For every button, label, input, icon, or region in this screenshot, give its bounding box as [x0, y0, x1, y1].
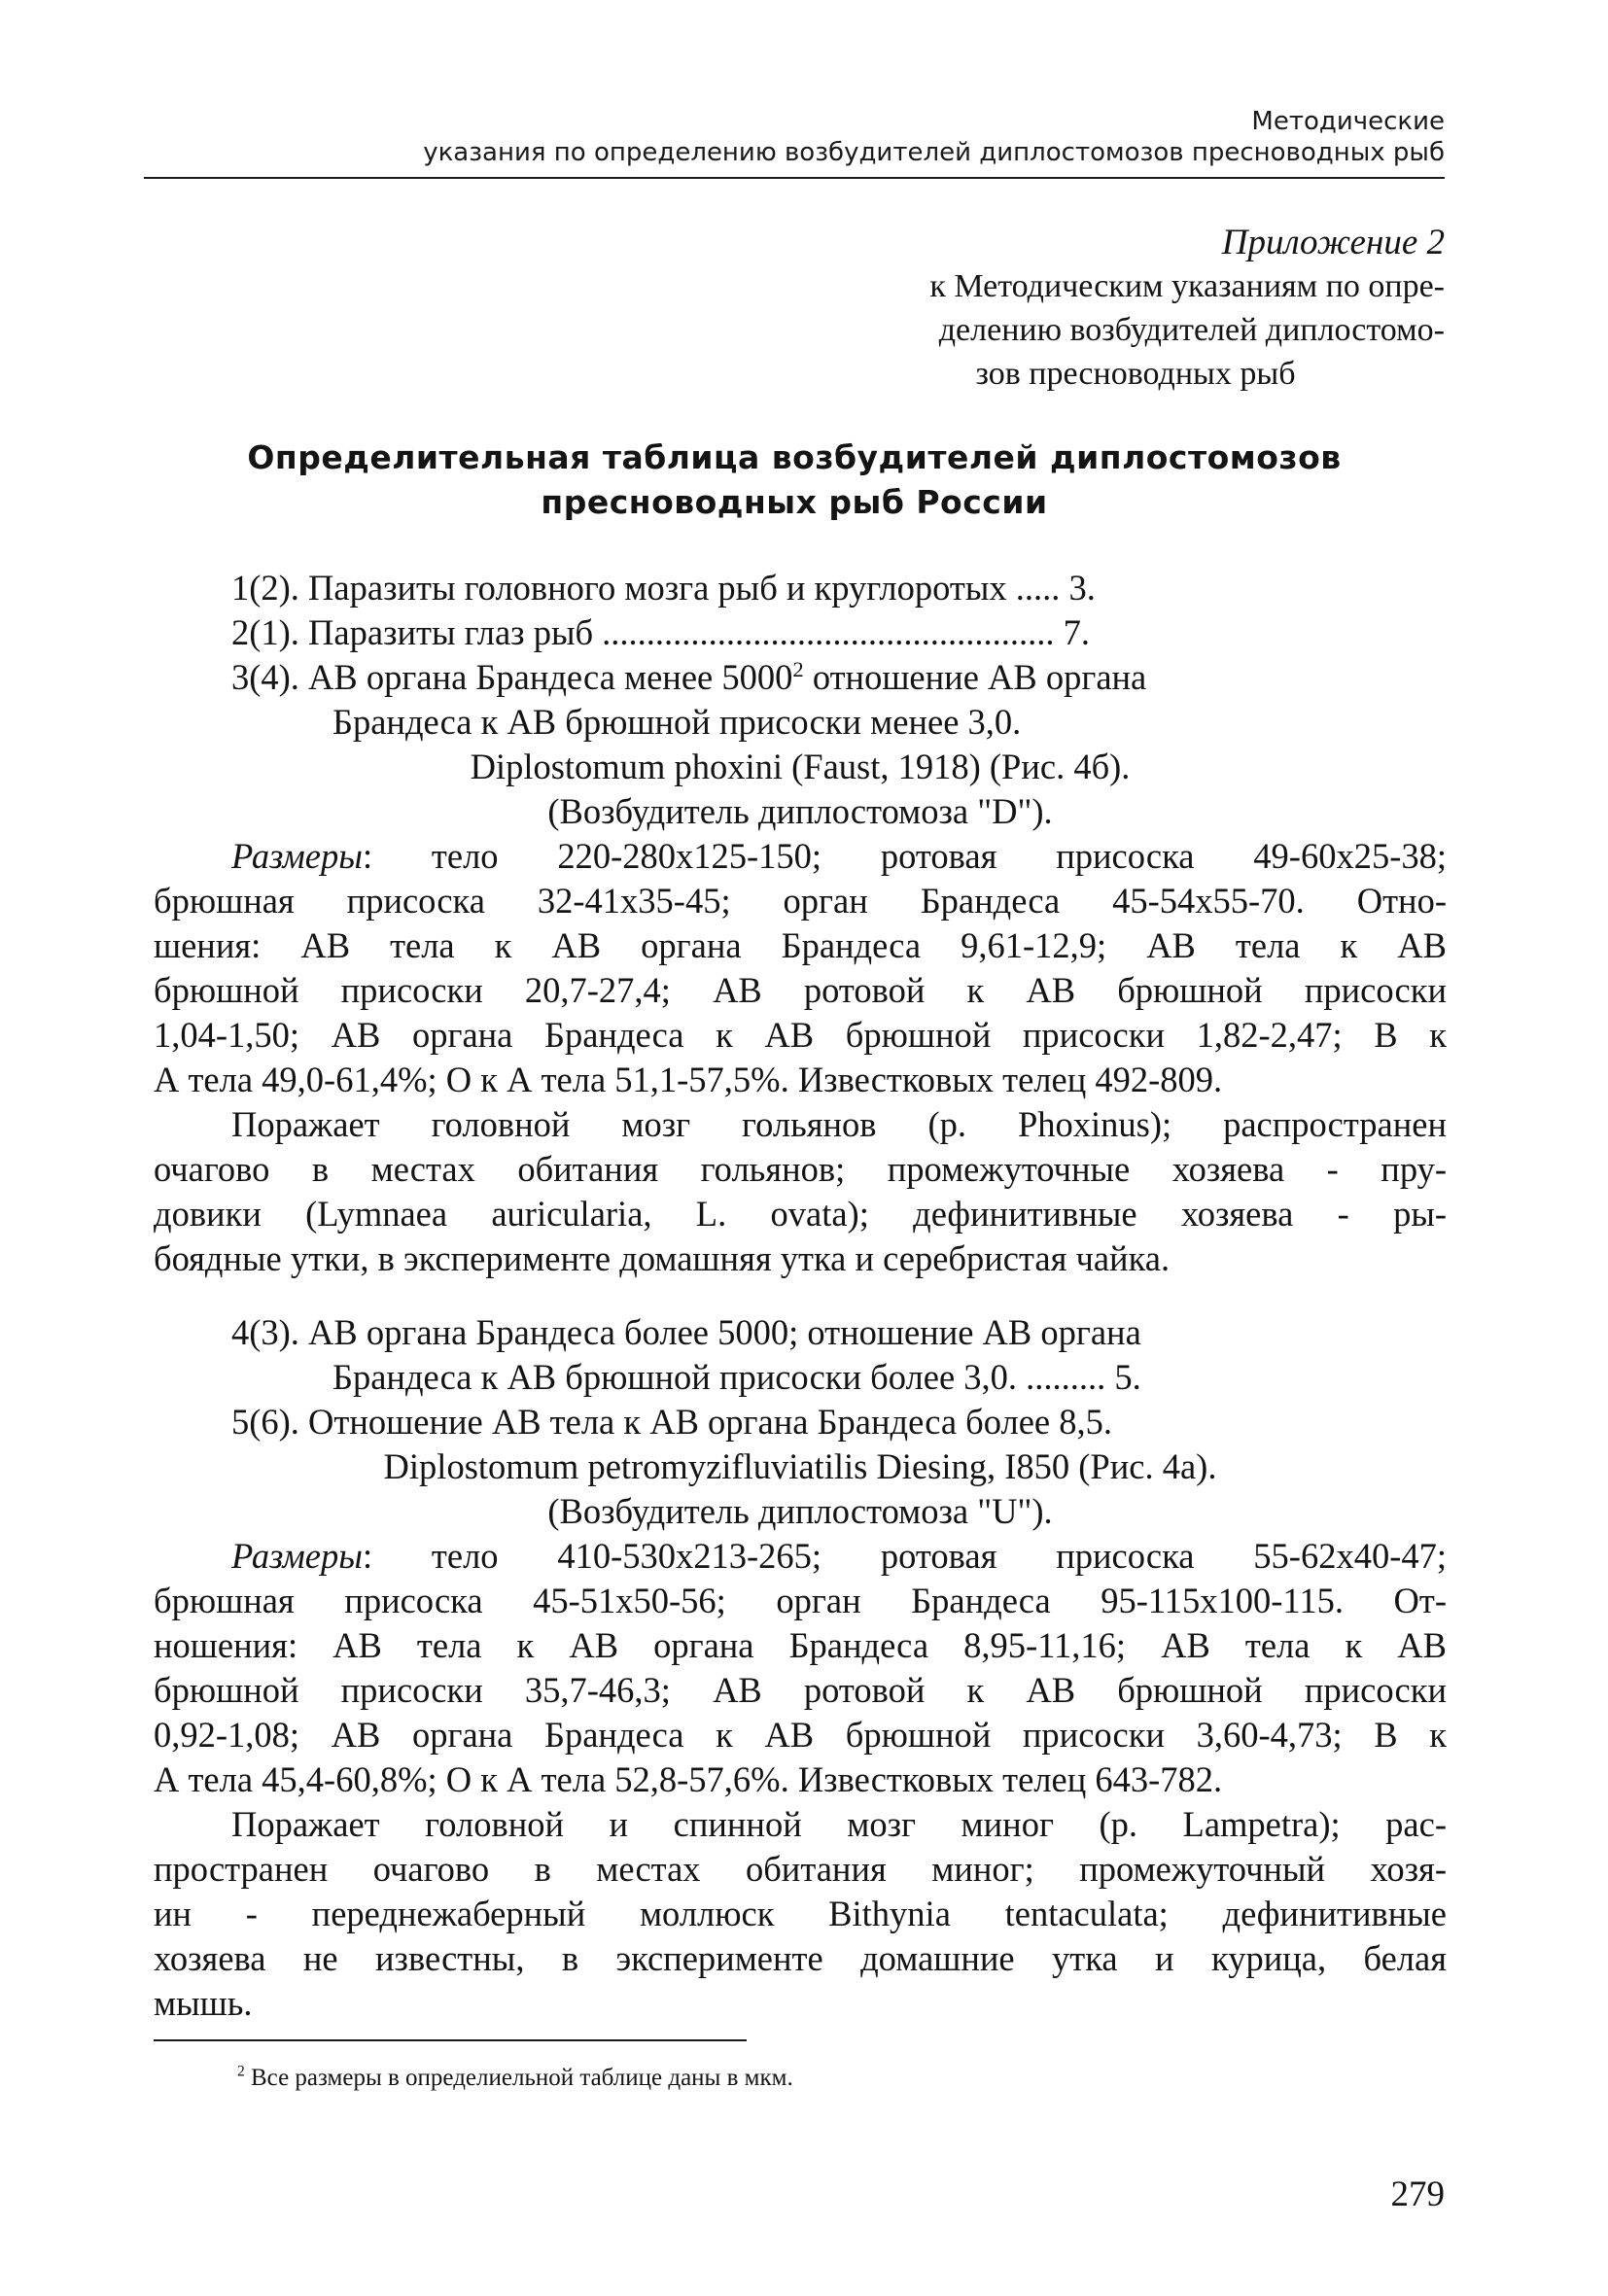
disease-name: (Возбудитель диплостомоза "D"). — [547, 791, 1053, 831]
paragraph-line: Размеры: тело 410-530х213-265; ротовая присоска 55-62х40-47; — [231, 1536, 1447, 1576]
species-name: Diplostomum phoxini (Faust, 1918) (Рис. 4б). — [470, 747, 1131, 786]
paragraph-line: 1,04-1,50; АВ органа Брандеса к АВ брюшной присоски 1,82-2,47; В к — [154, 1015, 1447, 1055]
main-title-line: Определительная таблица возбудителей диплостомозов — [247, 438, 1342, 476]
paragraph-line: Размеры: тело 220-280х125-150; ротовая присоска 49-60х25-38; — [231, 836, 1447, 876]
main-title — [144, 435, 1445, 525]
paragraph-line: брюшная присоска 45-51х50-56; орган Брандеса 95-115х100-115. От- — [154, 1581, 1447, 1620]
appendix-subtitle-line: зов пресноводных рыб — [975, 356, 1296, 392]
appendix-subtitle-line: делению возбудителей диплостомо- — [938, 312, 1445, 348]
footnote — [237, 2065, 793, 2092]
paragraph-line: брюшной присоски 20,7-27,4; АВ ротовой к АВ брюшной присоски — [154, 970, 1447, 1010]
page-number: 279 — [1390, 2174, 1445, 2214]
appendix-subtitle — [719, 264, 1445, 396]
running-header-line1: Методические — [1251, 107, 1445, 136]
running-header-line2: указания по определению возбудителей диплостомозов пресноводных рыб — [423, 138, 1445, 167]
paragraph-line: хозяева не известны, в эксперименте домашние утка и курица, белая — [154, 1938, 1447, 1978]
key-line: 5(6). Отношение АВ тела к АВ органа Брандеса более 8,5. — [231, 1402, 1113, 1442]
footnote-rule — [154, 2039, 747, 2041]
paragraph-line: ношения: АВ тела к АВ органа Брандеса 8,95-11,16; АВ тела к АВ — [154, 1625, 1447, 1665]
paragraph-line: мышь. — [154, 1983, 253, 2023]
paragraph-line: ин - переднежаберный моллюск Bithynia tentaculata; дефинитивные — [154, 1894, 1447, 1933]
main-title-line: пресноводных рыб России — [541, 483, 1048, 521]
footnote-ref: 2 — [792, 656, 804, 681]
paragraph-line: брюшная присоска 32-41х35-45; орган Брандеса 45-54х55-70. Отно- — [154, 881, 1447, 921]
paragraph-line: А тела 45,4-60,8%; О к А тела 52,8-57,6%. Известковых телец 643-782. — [154, 1759, 1223, 1799]
disease-name: (Возбудитель диплостомоза "U"). — [547, 1491, 1053, 1531]
header-rule — [144, 177, 1445, 179]
paragraph-line: А тела 49,0-61,4%; О к А тела 51,1-57,5%. Известковых телец 492-809. — [154, 1060, 1223, 1099]
species-name: Diplostomum petromyzifluviatilis Diesing, I850 (Рис. 4а). — [383, 1446, 1217, 1486]
sizes-label: Размеры — [231, 1536, 363, 1576]
paragraph-line: очагово в местах обитания гольянов; промежуточные хозяева - пру- — [154, 1149, 1447, 1189]
footnote-mark: 2 — [237, 2063, 245, 2080]
paragraph-line: брюшной присоски 35,7-46,3; АВ ротовой к АВ брюшной присоски — [154, 1670, 1447, 1710]
paragraph-line: пространен очагово в местах обитания миног; промежуточный хозя- — [154, 1849, 1447, 1889]
appendix-title: Приложение 2 — [1221, 223, 1445, 262]
paragraph-line: довики (Lymnaea auricularia, L. ovata); дефинитивные хозяева - ры- — [154, 1194, 1447, 1234]
paragraph-line: Поражает головной мозг гольянов (р. Phoxinus); распространен — [231, 1104, 1447, 1144]
key-line: 2(1). Паразиты глаз рыб ................................................... 7. — [231, 612, 1091, 652]
sizes-label: Размеры — [231, 836, 363, 876]
key-line: 1(2). Паразиты головного мозга рыб и круглоротых ..... 3. — [231, 568, 1096, 608]
key-section-2 — [154, 1310, 1447, 2026]
appendix-subtitle-line: к Методическим указаниям по опре- — [929, 268, 1445, 304]
paragraph-line: шения: АВ тела к АВ органа Брандеса 9,61-12,9; АВ тела к АВ — [154, 925, 1447, 965]
paragraph-line: боядные утки, в эксперименте домашняя утка и серебристая чайка. — [154, 1238, 1171, 1278]
footnote-text: Все размеры в определиельной таблице даны в мкм. — [244, 2065, 793, 2091]
key-line: Брандеса к АВ брюшной присоски более 3,0. ......... 5. — [332, 1357, 1141, 1397]
paragraph-line: Поражает головной и спинной мозг миног (р. Lampetra); рас- — [231, 1804, 1447, 1844]
paragraph-line: 0,92-1,08; АВ органа Брандеса к АВ брюшной присоски 3,60-4,73; В к — [154, 1715, 1447, 1755]
key-line: 4(3). АВ органа Брандеса более 5000; отношение АВ органа — [231, 1312, 1141, 1352]
key-line: Брандеса к АВ брюшной присоски менее 3,0. — [332, 702, 1022, 742]
key-section-1 — [154, 566, 1447, 1281]
key-line: 3(4). АВ органа Брандеса менее 5000$^2$ отношение АВ органа — [231, 656, 1147, 697]
